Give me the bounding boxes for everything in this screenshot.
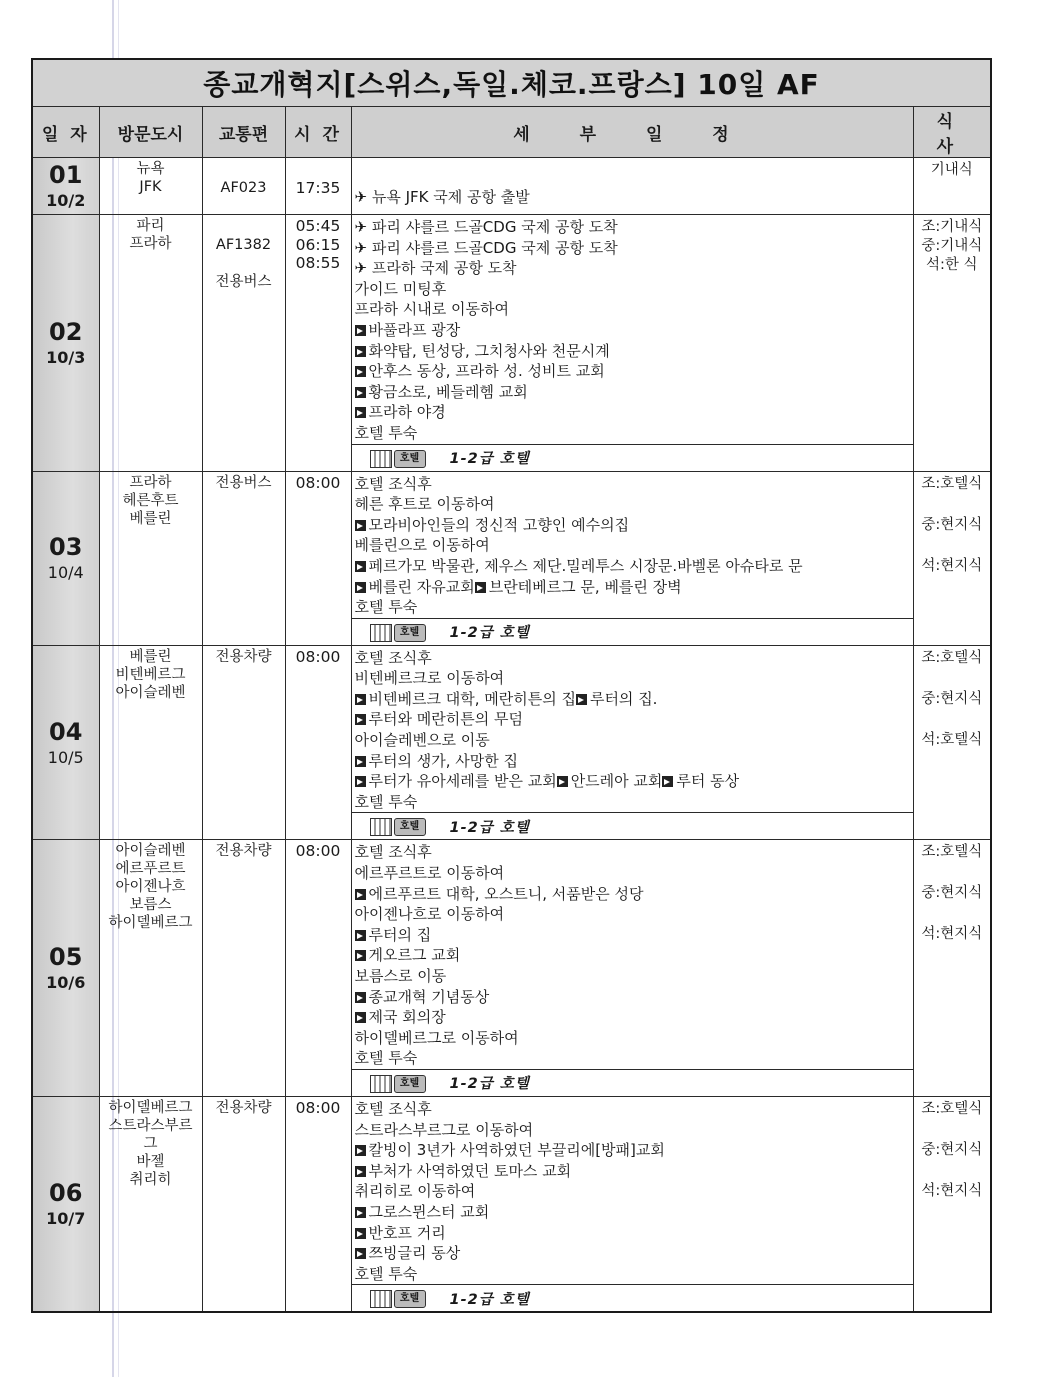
schedule-line: 호텔 투숙 xyxy=(354,598,418,617)
bullet-icon xyxy=(355,346,366,357)
schedule-line: ✈ 프라하 국제 공항 도착 xyxy=(354,259,517,278)
schedule-line: 부처가 사역하였던 토마스 교회 xyxy=(355,1161,913,1182)
hotel-cell xyxy=(351,813,913,840)
city-name: 보름스 xyxy=(129,897,172,914)
bullet-icon xyxy=(355,992,366,1003)
hotel-icon xyxy=(370,448,428,468)
schedule-line: 호텔 투숙 xyxy=(354,423,418,442)
transport-cell xyxy=(202,215,285,472)
transport-cell xyxy=(202,471,285,645)
city-name: 그 xyxy=(143,1135,158,1152)
meal-entry: 조:호텔식 xyxy=(921,475,983,492)
schedule-line: 비텐베르크 대학, 메란히튼의 집 루터의 집. xyxy=(355,689,913,710)
day-date: 10/5 xyxy=(47,747,84,767)
meal-entry: 석:현지식 xyxy=(921,557,983,574)
meal-entry: 중:현지식 xyxy=(921,885,983,902)
schedule-line: 게오르그 교회 xyxy=(355,945,913,966)
meal-entry: 석:현지식 xyxy=(921,926,983,943)
schedule-line: 베를린으로 이동하여 xyxy=(354,536,490,555)
city-name: 스트라스부르 xyxy=(108,1117,193,1134)
bullet-icon xyxy=(355,950,366,961)
day-number: 01 xyxy=(49,161,83,189)
bullet-icon xyxy=(355,520,366,531)
hotel-label: 호텔 xyxy=(394,818,426,836)
schedule-line: 호텔 조식후 xyxy=(354,1099,432,1118)
schedule-line: 보름스로 이동 xyxy=(354,967,447,985)
meal-entry: 중:현지식 xyxy=(921,690,983,707)
building-icon xyxy=(370,1075,392,1093)
bullet-icon xyxy=(576,694,587,705)
header-schedule: 세 부 일 정 xyxy=(351,107,913,158)
meal-entry: 중:현지식 xyxy=(921,516,983,533)
day-number: 03 xyxy=(49,533,83,562)
city-name: 아이슬레벤 xyxy=(115,843,186,860)
time-entry: 08:00 xyxy=(295,647,341,666)
schedule-line: 칼빙이 3년가 사역하였던 부끌리에[방패]교회 xyxy=(355,1140,913,1161)
day-number: 05 xyxy=(49,943,83,972)
bullet-icon xyxy=(475,582,486,593)
bullet-icon xyxy=(662,776,673,787)
schedule-line: 베를린 자유교회 브란테베르그 문, 베를린 장벽 xyxy=(355,577,913,598)
cities-cell xyxy=(99,215,202,472)
hotel-label: 호텔 xyxy=(394,1290,426,1308)
schedule-line: 가이드 미팅후 xyxy=(354,279,447,298)
transport-entry: 전용차량 xyxy=(215,1099,272,1116)
schedule-line: 호텔 투숙 xyxy=(354,1264,418,1283)
time-entry: 05:45 xyxy=(295,217,341,235)
bullet-icon xyxy=(355,1207,366,1218)
time-cell xyxy=(285,1096,351,1312)
day-date: 10/3 xyxy=(46,347,86,367)
schedule-line: ✈ 파리 샤를르 드골CDG 국제 공항 도착 xyxy=(354,218,618,236)
meal-spacer xyxy=(914,862,991,884)
hotel-label: 호텔 xyxy=(394,1075,426,1093)
transport-cell xyxy=(202,840,285,1097)
meal-cell xyxy=(913,471,991,645)
meal-entry: 조:호텔식 xyxy=(921,649,983,666)
bullet-icon xyxy=(355,387,366,398)
transport-entry: AF023 xyxy=(220,179,267,196)
city-name: JFK xyxy=(139,179,162,195)
transport-entry: 전용버스 xyxy=(215,273,272,290)
schedule-line: 루터와 메란히튼의 무덤 xyxy=(355,709,913,730)
day-row xyxy=(32,158,991,215)
schedule-line: 아이슬레벤으로 이동 xyxy=(354,731,490,750)
hotel-grade: 1-2급 호텔 xyxy=(449,1076,530,1093)
transport-entry: AF1382 xyxy=(215,236,272,253)
bullet-icon xyxy=(355,889,366,900)
meal-entry: 조:기내식 xyxy=(921,219,983,235)
header-time: 시 간 xyxy=(285,107,351,158)
schedule-line: ✈ 뉴욕 JFK 국제 공항 출발 xyxy=(354,188,530,206)
time-entry: 08:00 xyxy=(295,842,341,861)
meal-spacer xyxy=(914,1119,991,1141)
city-name: 취리히 xyxy=(129,1171,172,1188)
schedule-line: 헤른 후트로 이동하여 xyxy=(354,495,495,514)
city-name: 바젤 xyxy=(136,1153,165,1170)
time-entry: 08:55 xyxy=(295,254,341,272)
transport-entry: 전용버스 xyxy=(215,474,272,491)
day-cell xyxy=(32,471,99,645)
building-icon xyxy=(370,624,392,642)
schedule-cell xyxy=(351,1096,913,1284)
hotel-label: 호텔 xyxy=(394,450,426,468)
city-name: 헤른후트 xyxy=(122,492,179,509)
meal-spacer xyxy=(914,668,991,690)
hotel-cell xyxy=(351,1285,913,1313)
day-cell xyxy=(32,645,99,840)
day-cell xyxy=(32,215,99,472)
meal-cell xyxy=(913,215,991,472)
time-cell xyxy=(285,840,351,1097)
city-name: 하이델베르그 xyxy=(108,1099,193,1116)
time-entry xyxy=(286,160,351,179)
meal-entry: 석:현지식 xyxy=(921,1182,983,1199)
bullet-icon xyxy=(355,561,366,572)
bullet-icon xyxy=(355,407,366,418)
meal-spacer xyxy=(914,535,991,557)
city-name: 프라하 xyxy=(129,236,172,252)
transport-entry: 전용차량 xyxy=(215,648,272,665)
bullet-icon xyxy=(355,694,366,705)
city-name: 비텐베르그 xyxy=(115,666,186,683)
bullet-icon xyxy=(355,756,366,767)
schedule-cell xyxy=(351,645,913,813)
hotel-grade: 1-2급 호텔 xyxy=(449,819,530,836)
day-row xyxy=(32,471,991,618)
meal-spacer xyxy=(914,903,991,925)
schedule-cell xyxy=(351,215,913,445)
bullet-icon xyxy=(355,1228,366,1239)
transport-cell xyxy=(202,645,285,840)
time-cell xyxy=(285,645,351,840)
time-cell xyxy=(285,471,351,645)
schedule-line: 호텔 조식후 xyxy=(354,843,432,862)
schedule-line: 모라비아인들의 정신적 고향인 예수의집 xyxy=(355,515,913,536)
schedule-line: 호텔 조식후 xyxy=(354,648,432,667)
time-cell xyxy=(285,215,351,472)
schedule-line xyxy=(355,166,913,187)
schedule-line: 프라하 야경 xyxy=(355,402,913,423)
day-cell xyxy=(32,158,99,215)
itinerary-table xyxy=(31,58,992,1313)
meal-cell xyxy=(913,158,991,215)
schedule-line: 루터가 유아세레를 받은 교회 안드레아 교회 루터 동상 xyxy=(355,771,913,792)
day-cell xyxy=(32,1096,99,1312)
header-transport: 교통편 xyxy=(202,107,285,158)
cities-cell xyxy=(99,158,202,215)
schedule-line: 취리히로 이동하여 xyxy=(354,1182,476,1201)
bullet-icon xyxy=(355,582,366,593)
schedule-line: 호텔 조식후 xyxy=(354,474,432,493)
schedule-line: 루터의 생가, 사망한 집 xyxy=(355,751,913,772)
day-number: 06 xyxy=(49,1179,83,1208)
schedule-line: 에르푸르트로 이동하여 xyxy=(354,864,505,883)
bullet-icon xyxy=(355,1166,366,1177)
day-number: 04 xyxy=(49,717,83,746)
itinerary-title: 종교개혁지[스위스,독일.체코.프랑스] 10일 AF xyxy=(32,59,991,107)
meal-cell xyxy=(913,1096,991,1312)
meal-entry: 석:호텔식 xyxy=(921,731,983,748)
hotel-cell xyxy=(351,444,913,471)
schedule-line: 프라하 시내로 이동하여 xyxy=(354,300,509,319)
bullet-icon xyxy=(355,325,366,336)
schedule-line: 에르푸르트 대학, 오스트니, 서품받은 성당 xyxy=(355,884,913,905)
transport-entry xyxy=(203,217,285,236)
hotel-grade: 1-2급 호텔 xyxy=(449,1291,530,1308)
day-date: 10/6 xyxy=(46,973,86,993)
cities-cell xyxy=(99,645,202,840)
city-name: 아이젠나흐 xyxy=(115,879,186,896)
schedule-line: 스트라스부르그로 이동하여 xyxy=(354,1120,534,1139)
hotel-grade: 1-2급 호텔 xyxy=(449,451,530,468)
schedule-line: 반호프 거리 xyxy=(355,1223,913,1244)
schedule-line: 호텔 투숙 xyxy=(354,1049,418,1068)
bullet-icon xyxy=(355,776,366,787)
schedule-cell xyxy=(351,158,913,215)
hotel-icon xyxy=(370,816,428,836)
meal-spacer xyxy=(914,494,991,516)
transport-entry xyxy=(203,160,285,179)
day-row xyxy=(32,645,991,813)
schedule-line: 제국 회의장 xyxy=(355,1007,913,1028)
bullet-icon xyxy=(355,1248,366,1259)
time-entry: 08:00 xyxy=(295,473,341,492)
schedule-line: 황금소로, 베들레헴 교회 xyxy=(355,382,913,403)
hotel-icon xyxy=(370,1288,428,1308)
city-name: 프라하 xyxy=(129,474,172,491)
meal-spacer xyxy=(914,1160,991,1182)
schedule-line: 화약탑, 틴성당, 그치청사와 천문시계 xyxy=(355,341,913,362)
schedule-line: 안후스 동상, 프라하 성. 성비트 교회 xyxy=(355,361,913,382)
hotel-icon xyxy=(370,622,428,642)
bullet-icon xyxy=(557,776,568,787)
time-entry: 08:00 xyxy=(295,1098,341,1117)
transport-entry xyxy=(203,254,285,273)
city-name: 에르푸르트 xyxy=(115,861,186,878)
transport-cell xyxy=(202,158,285,215)
bullet-icon xyxy=(355,366,366,377)
bullet-icon xyxy=(355,1145,366,1156)
meal-entry: 조:호텔식 xyxy=(921,1100,983,1117)
schedule-line: 호텔 투숙 xyxy=(354,792,418,811)
building-icon xyxy=(370,818,392,836)
hotel-icon xyxy=(370,1073,428,1093)
meal-cell xyxy=(913,645,991,840)
meal-spacer xyxy=(914,709,991,731)
schedule-cell xyxy=(351,840,913,1070)
city-name: 뉴욕 xyxy=(136,161,165,177)
header-meal: 식 사 xyxy=(913,107,991,158)
city-name: 베를린 xyxy=(129,648,172,665)
time-entry: 06:15 xyxy=(295,235,341,254)
city-name: 파리 xyxy=(136,218,165,234)
day-cell xyxy=(32,840,99,1097)
day-date: 10/2 xyxy=(46,191,86,210)
city-name: 아이슬레벤 xyxy=(115,684,186,701)
hotel-label: 호텔 xyxy=(394,624,426,642)
schedule-line: 루터의 집 xyxy=(355,925,913,946)
cities-cell xyxy=(99,471,202,645)
header-city: 방문도시 xyxy=(99,107,202,158)
hotel-cell xyxy=(351,618,913,645)
schedule-line: 하이델베르그로 이동하여 xyxy=(354,1028,519,1047)
day-row xyxy=(32,840,991,1070)
hotel-cell xyxy=(351,1069,913,1096)
meal-entry: 조:호텔식 xyxy=(921,844,983,861)
bullet-icon xyxy=(355,930,366,941)
schedule-line: 비텐베르크로 이동하여 xyxy=(354,669,505,688)
schedule-cell xyxy=(351,471,913,618)
bullet-icon xyxy=(355,714,366,725)
bullet-icon xyxy=(355,1012,366,1023)
header-row xyxy=(32,107,991,158)
cities-cell xyxy=(99,1096,202,1312)
schedule-line: 그로스뮌스터 교회 xyxy=(355,1202,913,1223)
schedule-line: 페르가모 박물관, 제우스 제단.밀레투스 시장문.바벨론 아슈타로 문 xyxy=(355,556,913,577)
time-cell xyxy=(285,158,351,215)
meal-entry: 기내식 xyxy=(930,162,973,178)
meal-entry: 중:기내식 xyxy=(921,238,983,254)
day-number: 02 xyxy=(49,317,83,346)
meal-entry: 중:현지식 xyxy=(921,1141,983,1158)
hotel-grade: 1-2급 호텔 xyxy=(449,625,530,642)
header-day: 일 자 xyxy=(32,107,99,158)
schedule-line: 쯔빙글리 동상 xyxy=(355,1243,913,1264)
schedule-line: 바풀라프 광장 xyxy=(355,320,913,341)
city-name: 하이델베르그 xyxy=(108,915,193,932)
meal-cell xyxy=(913,840,991,1097)
day-date: 10/7 xyxy=(46,1209,86,1229)
transport-entry: 전용차량 xyxy=(215,843,272,860)
building-icon xyxy=(370,450,392,468)
day-row xyxy=(32,215,991,445)
time-entry: 17:35 xyxy=(295,178,341,197)
city-name: 베를린 xyxy=(129,510,172,527)
day-row xyxy=(32,1096,991,1284)
schedule-line: 종교개혁 기념동상 xyxy=(355,987,913,1008)
day-date: 10/4 xyxy=(47,563,84,583)
cities-cell xyxy=(99,840,202,1097)
schedule-line: 아이젠나흐로 이동하여 xyxy=(354,905,505,924)
meal-entry: 석:한 식 xyxy=(926,257,978,273)
building-icon xyxy=(370,1290,392,1308)
transport-cell xyxy=(202,1096,285,1312)
schedule-line: ✈ 파리 샤를르 드골CDG 국제 공항 도착 xyxy=(354,238,618,257)
